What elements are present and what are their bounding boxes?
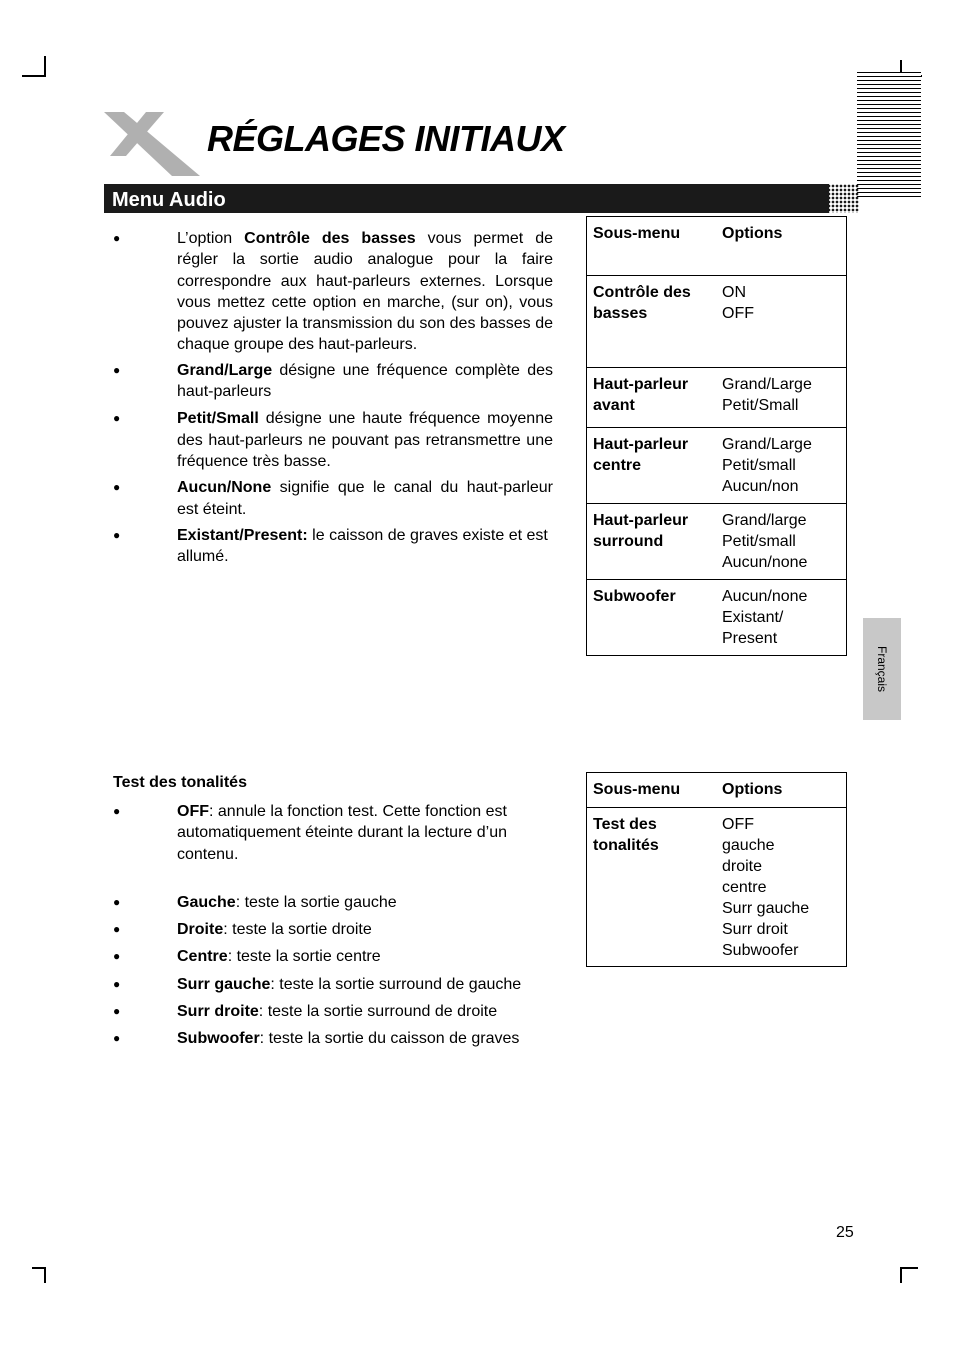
language-tab: Français [863, 618, 901, 720]
table-header: Options [716, 217, 847, 276]
table-header: Sous-menu [587, 773, 717, 808]
audio-bullet-list [113, 228, 553, 567]
table-header-row [587, 217, 847, 276]
table-row [587, 428, 847, 504]
page-number: 25 [836, 1224, 854, 1241]
table-header: Options [716, 773, 847, 808]
table-row [587, 368, 847, 428]
table-row [587, 276, 847, 368]
table-cell-submenu: Test des tonalités [587, 808, 717, 967]
list-item: ● Grand/Large désigne une fréquence complète des haut-parleurs [113, 360, 553, 403]
section-bar-fade [823, 184, 859, 213]
table-row [587, 580, 847, 656]
list-item: ● Aucun/None signifie que le canal du haut-parleur est éteint. [113, 477, 553, 520]
table-cell-options: Grand/Large Petit/Small [716, 368, 847, 428]
audio-options-table [586, 216, 847, 656]
list-item: ● L’option Contrôle des basses vous permet de régler la sortie audio analogue pour la faire correspondre aux haut-parleurs externes. Lorsque vous mettez cette option en marche, (sur on), vous pouvez ajuster la transmission du son des basses de chaque groupe des haut-parleurs. [113, 228, 553, 356]
table-cell-submenu: Contrôle des basses [587, 276, 717, 368]
table-cell-options: Grand/Large Petit/small Aucun/non [716, 428, 847, 504]
table-row [587, 808, 847, 967]
table-row [587, 504, 847, 580]
table-header: Sous-menu [587, 217, 717, 276]
list-item: ● Surr droite: teste la sortie surround de droite [113, 1001, 553, 1022]
table-cell-submenu: Haut-parleur centre [587, 428, 717, 504]
test-options-table [586, 772, 847, 967]
list-item: ● Subwoofer: teste la sortie du caisson de graves [113, 1028, 553, 1049]
crop-mark-top-left [44, 56, 46, 77]
list-item: ● Gauche: teste la sortie gauche [113, 892, 553, 913]
test-bullet-list [113, 801, 553, 1050]
crop-mark-bottom-right [900, 1267, 902, 1283]
list-item: ● Existant/Present: le caisson de graves existe et est allumé. [113, 525, 553, 568]
test-heading: Test des tonalités [113, 774, 247, 791]
list-item: ● Droite: teste la sortie droite [113, 919, 553, 940]
list-item: ● Petit/Small désigne une haute fréquence moyenne des haut-parleurs ne pouvant pas retransmettre une fréquence très basse. [113, 408, 553, 472]
table-cell-options: Aucun/none Existant/ Present [716, 580, 847, 656]
table-header-row [587, 773, 847, 808]
page-title: RÉGLAGES INITIAUX [207, 118, 565, 159]
table-cell-options: ON OFF [716, 276, 847, 368]
table-cell-options: OFF gauche droite centre Surr gauche Surr droit Subwoofer [716, 808, 847, 967]
table-cell-submenu: Haut-parleur avant [587, 368, 717, 428]
brand-logo-x [102, 108, 202, 178]
list-item: ● Surr gauche: teste la sortie surround de gauche [113, 974, 553, 995]
list-item: ● Centre: teste la sortie centre [113, 946, 553, 967]
crop-mark-bottom-right [900, 1267, 918, 1269]
crop-mark-top-left [22, 75, 46, 77]
table-cell-submenu: Haut-parleur surround [587, 504, 717, 580]
table-cell-options: Grand/large Petit/small Aucun/none [716, 504, 847, 580]
table-cell-submenu: Subwoofer [587, 580, 717, 656]
section-title: Menu Audio [112, 189, 226, 211]
crop-mark-bottom-left [44, 1267, 46, 1283]
decorative-stripes [857, 72, 921, 200]
list-item: ● OFF: annule la fonction test. Cette fonction est automatiquement éteinte durant la lecture d’un contenu. [113, 801, 553, 865]
